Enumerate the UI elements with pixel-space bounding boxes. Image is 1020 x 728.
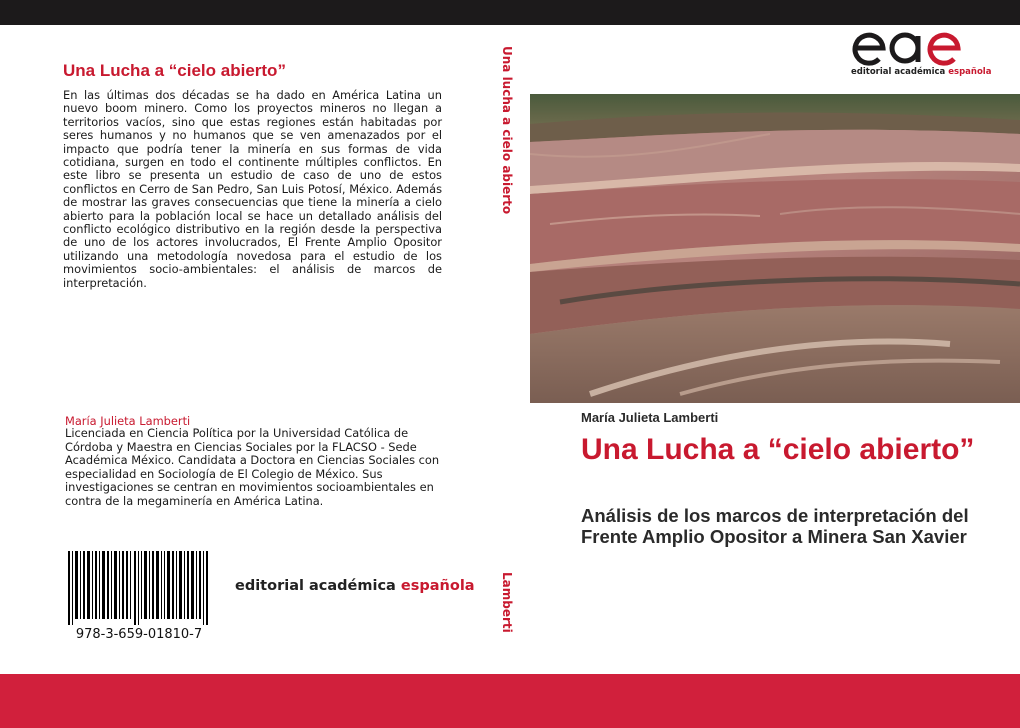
spine-title: Una lucha a cielo abierto xyxy=(500,46,514,215)
back-cover-title: Una Lucha a “cielo abierto” xyxy=(63,61,286,80)
logo-caption-accent: española xyxy=(948,67,992,77)
publisher-name-back xyxy=(235,578,475,594)
logo-caption xyxy=(851,67,991,77)
publisher-main: editorial académica xyxy=(235,578,396,594)
open-pit-mine-photo xyxy=(530,94,1020,403)
publisher-accent: española xyxy=(400,578,475,594)
isbn-barcode xyxy=(68,551,210,645)
front-cover-title: Una Lucha a “cielo abierto” xyxy=(581,433,975,466)
front-cover-subtitle: Análisis de los marcos de interpretación del Frente Amplio Opositor a Minera San Xavier xyxy=(581,505,969,547)
bottom-red-band xyxy=(0,674,1020,728)
author-bio-name: María Julieta Lamberti xyxy=(65,414,191,428)
author-bio-text: Licenciada en Ciencia Política por la Universidad Católica de Córdoba y Maestra en Ciencias Sociales por la FLACSO - Sede Académica México. Candidata a Doctora en Ciencias Sociales con especialidad en Sociología de El Colegio de México. Sus investigaciones se centran en movimientos socioambientales en contra de la megaminería en América Latina. xyxy=(65,426,440,508)
front-cover-author: María Julieta Lamberti xyxy=(581,410,719,425)
logo-caption-main: editorial académica xyxy=(851,67,946,77)
back-cover-blurb: En las últimas dos décadas se ha dado en América Latina un nuevo boom minero. Como los proyectos mineros no llegan a territorios vacíos, sino que estas regiones están habitadas por seres humanos y no humanos que se ven amenazados por el impacto que podría tener la minería en sus formas de vida cotidiana, surgen en todo el continente múltiples conflictos. En este libro se presenta un estudio de caso de uno de estos conflictos en Cerro de San Pedro, San Luis Potosí, México. Además de mostrar las graves consecuencias que tiene la minería a cielo abierto para la población local se hace un detallado análisis del conflicto ecológico distributivo en la región desde la perspectiva de uno de los actores involucrados, El Frente Amplio Opositor utilizando una metodología novedosa para el estudio de los movimientos socio-ambientales: el análisis de marcos de interpretación. xyxy=(63,88,442,290)
spine-author: Lamberti xyxy=(500,572,514,633)
top-dark-band xyxy=(0,0,1020,25)
isbn-number: 978-3-659-01810-7 xyxy=(75,627,203,642)
barcode-icon xyxy=(68,551,210,625)
